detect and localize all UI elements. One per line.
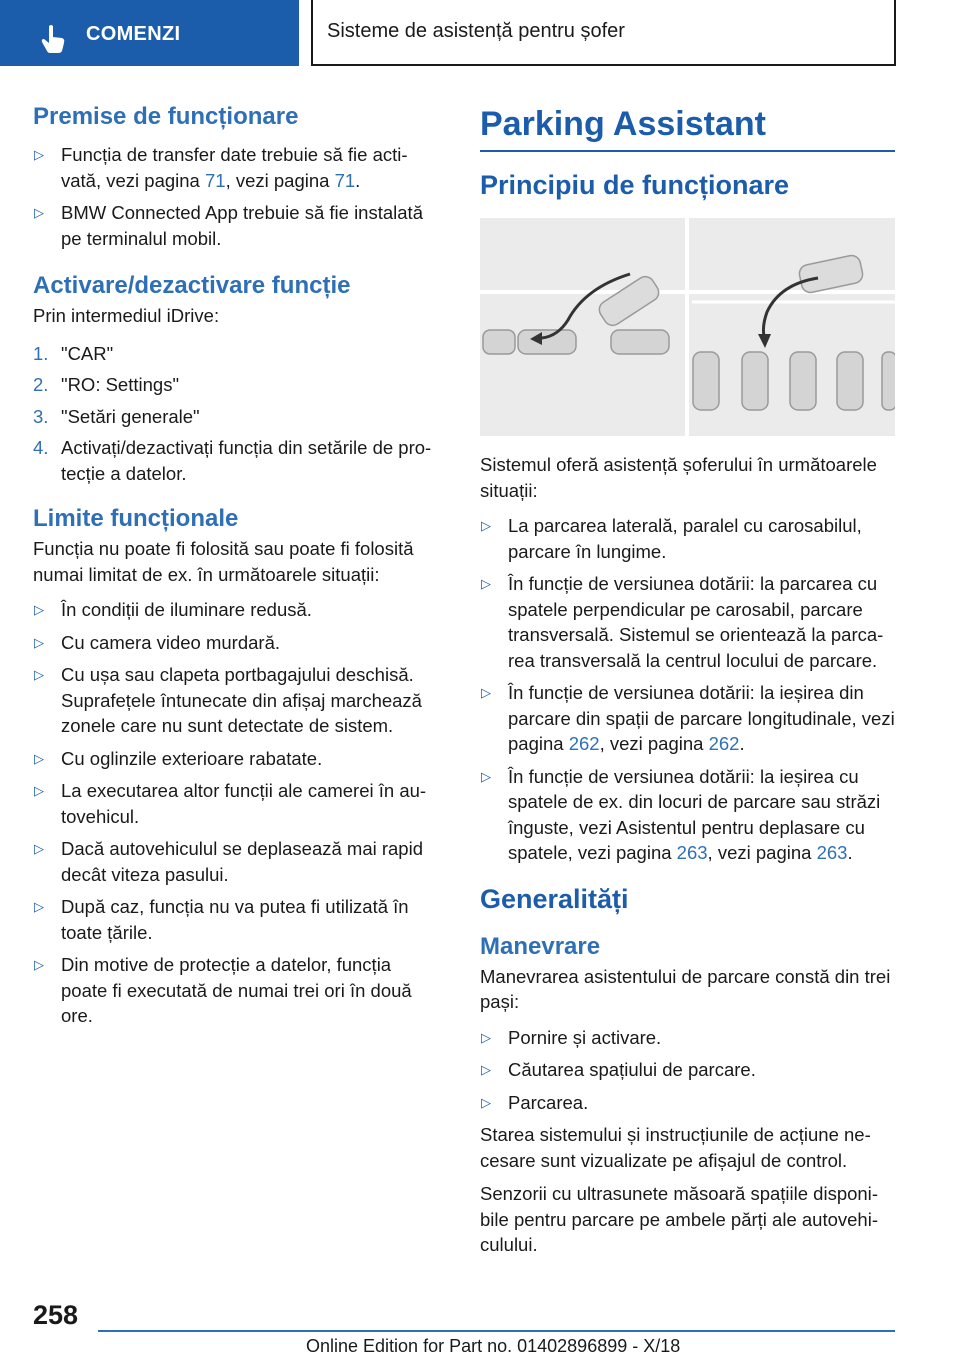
triangle-bullet-icon: ▷: [34, 841, 44, 856]
activare-steps: [33, 341, 441, 487]
left-column: [33, 100, 441, 1036]
senzori-paragraph: Senzorii cu ultrasunete măsoară spațiile disponibile pentru parcare pe ambele părți ale autovehiculului.: [480, 1183, 879, 1255]
triangle-bullet-icon: ▷: [481, 1029, 491, 1045]
limite-list: [33, 597, 441, 1029]
hand-pointer-icon: [40, 24, 66, 54]
breadcrumb-text: Sisteme de asistență pentru șofer: [327, 20, 625, 42]
triangle-bullet-icon: ▷: [34, 750, 44, 766]
breadcrumb: [311, 0, 896, 66]
parking-scene: [480, 218, 895, 436]
triangle-bullet-icon: ▷: [34, 957, 44, 972]
list-item: ▷ După caz, funcția nu va putea fi utilizată în toate țările.: [34, 896, 409, 943]
triangle-bullet-icon: ▷: [481, 1094, 491, 1110]
manevrare-heading: Manevrare: [480, 932, 601, 960]
list-item: ▷ Din motive de protecție a datelor, funcția poate fi executată de numai trei ori în două ore.: [34, 954, 412, 1026]
status-paragraph: Starea sistemului și instrucțiunile de acțiune necesare sunt vizualizate pe afișajul de control.: [480, 1124, 871, 1171]
page-title: Parking Assistant: [480, 100, 895, 152]
step-item: 2. "RO: Settings": [33, 374, 180, 395]
limite-intro: Funcția nu poate fi folosită sau poate fi folosită numai limitat de ex. în următoarele situații:: [33, 538, 414, 585]
limite-heading: Limite funcționale: [33, 505, 239, 532]
page-number: 258: [33, 1300, 79, 1330]
step-item: 3. "Setări generale": [33, 405, 200, 427]
triangle-bullet-icon: ▷: [481, 768, 491, 784]
step-item: 4. Activați/dezactivați funcția din setările de protecție a datelor.: [33, 437, 432, 484]
footer-edition-text: Online Edition for Part no. 01402896899 - X/18: [306, 1336, 681, 1356]
list-item: ▷ BMW Connected App trebuie să fie instalată pe terminalul mobil.: [34, 202, 423, 249]
triangle-bullet-icon: ▷: [481, 518, 491, 533]
list-item: ▷ Cu oglinzile exterioare rabatate.: [33, 746, 441, 772]
list-item: ▷ În funcție de versiunea dotării: la parcarea cu spatele perpendicular pe carosabil, parcare transversală. Sistemul se orientează la parcarea transversală la centrul locului de parcare.: [481, 573, 884, 671]
footer-divider: [98, 1330, 895, 1332]
parking-illustration: [480, 218, 895, 436]
premise-list: [33, 142, 441, 251]
section-tab-comenzi[interactable]: [0, 0, 299, 66]
triangle-bullet-icon: ▷: [34, 602, 44, 617]
list-item: ▷ Dacă autovehiculul se deplasează mai rapid decât viteza pasului.: [34, 838, 423, 885]
triangle-bullet-icon: ▷: [34, 899, 44, 914]
list-item: ▷ La parcarea laterală, paralel cu carosabilul, parcare în lungime.: [481, 515, 862, 562]
triangle-bullet-icon: ▷: [34, 667, 44, 682]
generalitati-heading: Generalități: [480, 883, 629, 914]
list-item: ▷ În condiții de iluminare redusă.: [33, 597, 441, 623]
right-column: [480, 100, 895, 1258]
page-link[interactable]: 263: [676, 842, 708, 863]
triangle-bullet-icon: ▷: [481, 1062, 491, 1077]
list-item: ▷ La executarea altor funcții ale camerei în autovehicul.: [34, 780, 427, 827]
principiu-intro: Sistemul oferă asistență șoferului în următoarele situații:: [480, 454, 877, 501]
list-item: ▷ Cu camera video murdară.: [33, 630, 441, 656]
page-link[interactable]: 263: [816, 842, 848, 863]
triangle-bullet-icon: ▷: [481, 685, 491, 700]
page-link[interactable]: 71: [204, 169, 226, 191]
triangle-bullet-icon: ▷: [34, 634, 44, 650]
premise-heading: Premise de funcționare: [33, 103, 299, 130]
list-item: ▷ Funcția de transfer date trebuie să fie activată, vezi pagina 71, vezi pagina 71.: [34, 144, 408, 191]
triangle-bullet-icon: ▷: [34, 783, 44, 798]
activare-heading: Activare/dezactivare funcție: [33, 272, 351, 299]
activare-intro: Prin intermediul iDrive:: [33, 305, 220, 326]
list-item: ▷ Pornire și activare.: [480, 1025, 895, 1051]
list-item: ▷ În funcție de versiunea dotării: la ieșirea cu spatele de ex. din locuri de parcare sau străzi înguste, vezi Asistentul pentru deplasare cu spatele, vezi pagina 263, vezi pagina 263.: [481, 765, 881, 863]
triangle-bullet-icon: ▷: [34, 205, 44, 220]
list-item: ▷ Căutarea spațiului de parcare.: [480, 1057, 895, 1083]
manevrare-list: [480, 1025, 895, 1116]
list-item: ▷ Cu ușa sau clapeta portbagajului deschisă. Suprafețele întunecate din afișaj marchează zonele care nu sunt detectate de sistem.: [34, 664, 422, 736]
list-item: ▷ În funcție de versiunea dotării: la ieșirea din parcare din spații de parcare longitudinale, vezi pagina 262, vezi pagina 262.: [481, 682, 895, 754]
section-tab-label: COMENZI: [86, 23, 181, 45]
list-item: ▷ Parcarea.: [480, 1090, 895, 1116]
triangle-bullet-icon: ▷: [34, 147, 44, 162]
triangle-bullet-icon: ▷: [481, 576, 491, 591]
step-item: 1. "CAR": [33, 342, 114, 364]
principiu-heading: Principiu de funcționare: [480, 170, 790, 200]
page-link[interactable]: 262: [568, 733, 600, 754]
manevrare-intro: Manevrarea asistentului de parcare constă din trei pași:: [480, 965, 891, 1012]
page-link[interactable]: 71: [334, 169, 356, 191]
principiu-list: [480, 513, 895, 866]
page-link[interactable]: 262: [708, 733, 740, 754]
